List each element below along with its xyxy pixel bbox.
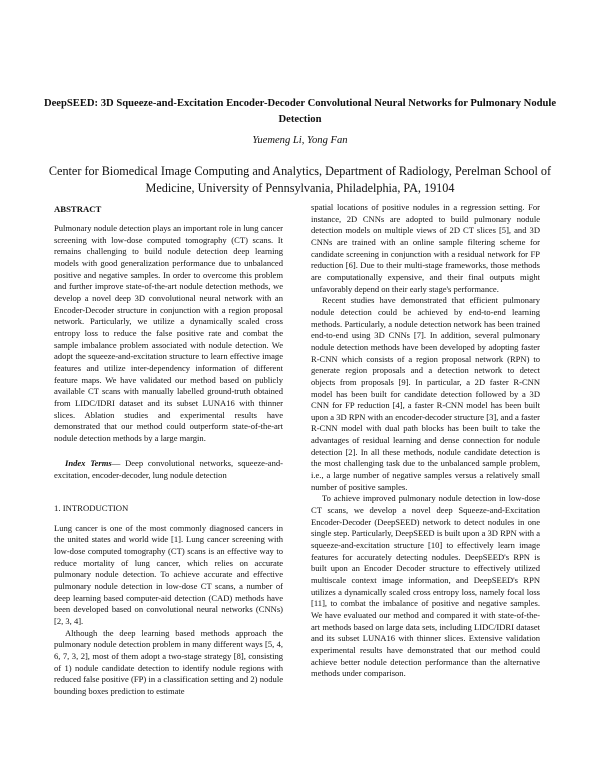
intro-paragraph-4: To achieve improved pulmonary nodule detection in low-dose CT scans, we develop a novel deep Squeeze-and-Excitation Encoder-Decoder (DeepSEED) network to detect nodules in one single step. Particularly, DeepSEED is built upon a 3D RPN with a squeeze-and-excitation structure [10] to effectively learn image features for accurately detecting nodules. DeepSEED's RPN is built upon an Encoder Decoder structure to effectively utilized multiscale context image information, and DeepSEED's RPN utilizes a dynamically scaled cross entropy loss, namely focal loss [11], to combat the imbalance of positive and negative samples. We have evaluated our method and compared it with state-of-the-art methods based on large data sets, including LIDC/IDRI dataset and its subset LUNA16 with thinner slices. Extensive validation experimental results have demonstrated that our method could achieve better nodule detection performance than the alternative methods under comparison. bbox=[311, 493, 540, 679]
abstract-text: Pulmonary nodule detection plays an important role in lung cancer screening with low-dose computed tomography (CT) scans. It remains challenging to build nodule detection deep learning models with good generalization performance due to unbalanced positive and negative samples. In order to overcome this problem and further improve state-of-the-art nodule detection methods, we develop a novel deep 3D convolutional neural network with an Encoder-Decoder structure in conjunction with a region proposal network. Particularly, we utilize a dynamically scaled cross entropy loss to reduce the false positive rate and combat the sample imbalance problem associated with nodule detection. We adopt the squeeze-and-excitation structure to learn effective image features and utilize inter-dependency information of different feature maps. We have validated our method based on publicly available CT scans with manually labelled ground-truth obtained from LIDC/IDRI dataset and its subset LUNA16 with thinner slices. Ablation studies and experimental results have demonstrated that our method could outperform state-of-the-art nodule detection methods by a large margin. bbox=[54, 223, 283, 443]
index-terms-separator: — bbox=[111, 458, 126, 469]
right-column bbox=[311, 202, 540, 680]
intro-paragraph-2-start: Although the deep learning based methods approach the pulmonary nodule detection problem in many different ways [5, 4, 6, 7, 3, 2], most of them adopt a two-stage strategy [8], consisting of 1) nodule candidate detection to identify nodule regions with reduced false positive (FP) in a classification setting and 2) nodule bounding boxes prediction to estimate bbox=[54, 627, 283, 696]
index-terms-label: Index Terms bbox=[65, 458, 112, 469]
intro-paragraph-1: Lung cancer is one of the most commonly diagnosed cancers in the united states and world wide [1]. Lung cancer screening with low-dose computed tomography (CT) scans is an effective way to reduce mortality of lung cancer, which relies on accurate pulmonary nodule detection. To achieve accurate and effective pulmonary nodule detection in low-dose CT scans, a number of deep learning based computer-aid detection (CAD) methods have been developed based on convolutional neural networks (CNNs) [2, 3, 4]. bbox=[54, 522, 283, 627]
index-terms-text: Deep convolutional networks, squeeze-and-excitation, encoder-decoder, lung nodule detection bbox=[54, 458, 283, 481]
left-column bbox=[54, 203, 283, 698]
paper-title: DeepSEED: 3D Squeeze-and-Excitation Encoder-Decoder Convolutional Neural Networks for Pulmonary Nodule Detection bbox=[43, 98, 557, 125]
intro-paragraph-3: Recent studies have demonstrated that efficient pulmonary nodule detection could be achieved by end-to-end learning methods. Particularly, a nodule detection network has been trained end-to-end using 3D CNNs [7]. In addition, several pulmonary nodule detection methods have been developed by adopting faster R-CNN which consists of a region proposal network (RPN) to generate region proposals and a detection network to detect objects from proposals [9]. In particular, a 2D faster R-CNN model has been built for candidate detection followed by a 3D CNN for FP reduction [4], a faster R-CNN model has been built upon a 3D RPN with an encoder-decoder structure [3], and a faster R-CNN model with dual path blocks has been built to take the advantages of residual learning and dense connection for nodule detection [2]. In all these methods, nodule candidate detection is the most challenging task due to the unbalanced sample problem, i.e., a large number of negative samples versus a relatively small number of positive samples. bbox=[311, 295, 540, 492]
index-terms bbox=[54, 458, 283, 481]
paper-authors: Yuemeng Li, Yong Fan bbox=[252, 135, 348, 146]
introduction-heading: 1. INTRODUCTION bbox=[54, 502, 129, 513]
intro-paragraph-2-continued: spatial locations of positive nodules in a regression setting. For instance, 2D CNNs are adopted to build pulmonary nodule detection models on multiple views of 2D CT slices [5], and 3D CNNs are trained with an online sample filtering scheme for candidate screening in conjunction with a residual network for FP reduction [6]. Due to their multi-stage frameworks, those methods are computationally expensive, and their final outputs might unfavorably depend on their early stage's performance. bbox=[311, 202, 540, 294]
abstract-heading: ABSTRACT bbox=[54, 204, 102, 214]
author-affiliation: Center for Biomedical Image Computing and Analytics, Department of Radiology, Perelman School of Medicine, University of Pennsylvania, Philadelphia, PA, 19104 bbox=[48, 164, 552, 195]
